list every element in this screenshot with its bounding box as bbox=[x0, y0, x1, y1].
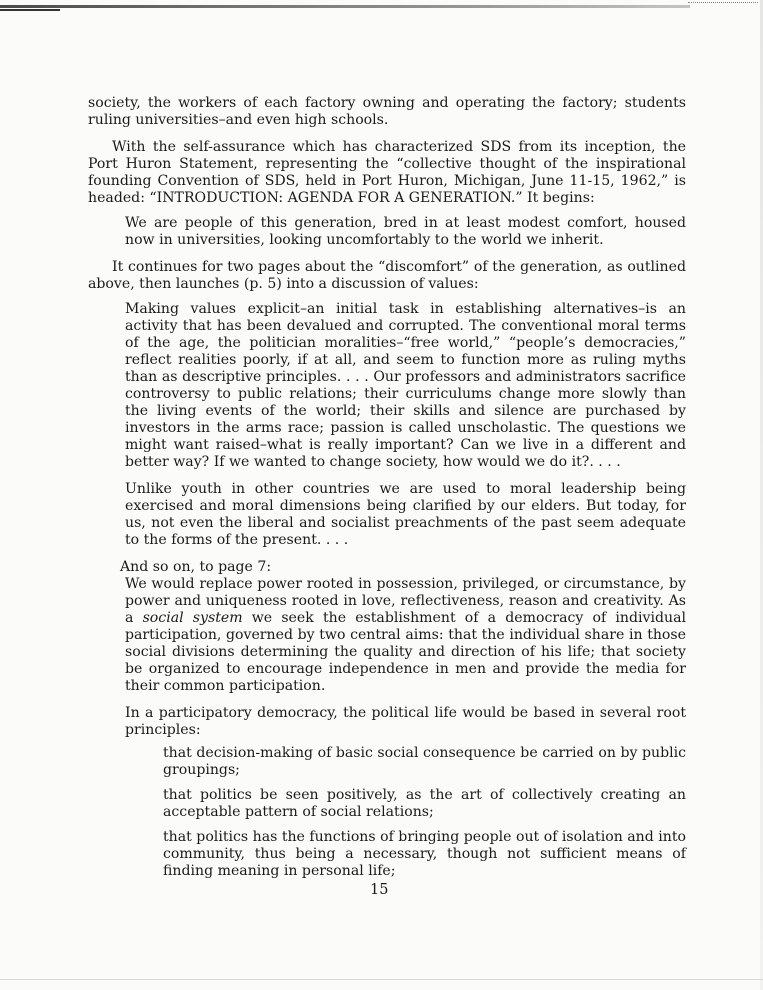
block-quote: We are people of this generation, bred in at least modest comfort, housed now in universities, looking uncomfortably to the world we inherit. bbox=[125, 215, 686, 248]
page-body bbox=[88, 95, 686, 880]
scan-edge-bottom bbox=[0, 979, 763, 990]
block-quote: Making values explicit–an initial task in establishing alternatives–is an activity that has been devalued and corrupted. The conventional moral terms of the age, the politician moralities–“free world,” “people’s democracies,” reflect realities poorly, if at all, and seem to function more as ruling myths than as descriptive principles. . . . Our professors and administrators sacrifice controversy to public relations; their curriculums change more slowly than the living events of the world; their skills and silence are purchased by investors in the arms race; passion is called unscholastic. The questions we might want raised–what is really important? Can we live in a different and better way? If we wanted to change society, how would we do it?. . . . bbox=[125, 301, 686, 470]
nested-quote-item: that politics has the functions of bringing people out of isolation and into community, thus being a necessary, though not sufficient means of finding meaning in personal life; bbox=[163, 829, 686, 879]
nested-quote-item: that decision-making of basic social consequence be carried on by public groupings; bbox=[163, 745, 686, 778]
quote-text: We would replace power rooted in possession, privileged, or circumstance, by power and uniqueness rooted in love, reflectiveness, reason and creativity. As a bbox=[125, 576, 686, 626]
nested-quote-item: that politics be seen positively, as the art of collectively creating an acceptable pattern of social relations; bbox=[163, 787, 686, 820]
paragraph: And so on, to page 7: bbox=[120, 559, 272, 575]
scan-edge-top bbox=[0, 0, 763, 14]
block-quote: Unlike youth in other countries we are used to moral leadership being exercised and moral dimensions being clarified by our elders. But today, for us, not even the liberal and socialist preachments of the past seem adequate to the forms of the present. . . . bbox=[125, 481, 686, 548]
paragraph: society, the workers of each factory owning and operating the factory; students ruling universities–and even high schools. bbox=[88, 95, 686, 128]
paragraph: It continues for two pages about the “discomfort” of the generation, as outlined above, then launches (p. 5) into a discussion of values: bbox=[88, 259, 686, 292]
block-quote: In a participatory democracy, the political life would be based in several root principles: bbox=[125, 705, 686, 738]
quote-text: we seek the establishment of a democracy of individual participation, governed by two central aims: that the individual share in those social divisions determining the quality and direction of his life; that society be organized to encourage independence in men and provide the media for their common participation. bbox=[125, 610, 686, 694]
page-number: 15 bbox=[370, 882, 389, 898]
emphasis: social system bbox=[142, 610, 243, 626]
paragraph: With the self-assurance which has characterized SDS from its inception, the Port Huron Statement, representing the “collective thought of the inspirational founding Convention of SDS, held in Port Huron, Michigan, June 11-15, 1962,” is headed: “INTRODUCTION: AGENDA FOR A GENERATION.” It begins: bbox=[88, 139, 686, 206]
block-quote bbox=[125, 576, 686, 695]
